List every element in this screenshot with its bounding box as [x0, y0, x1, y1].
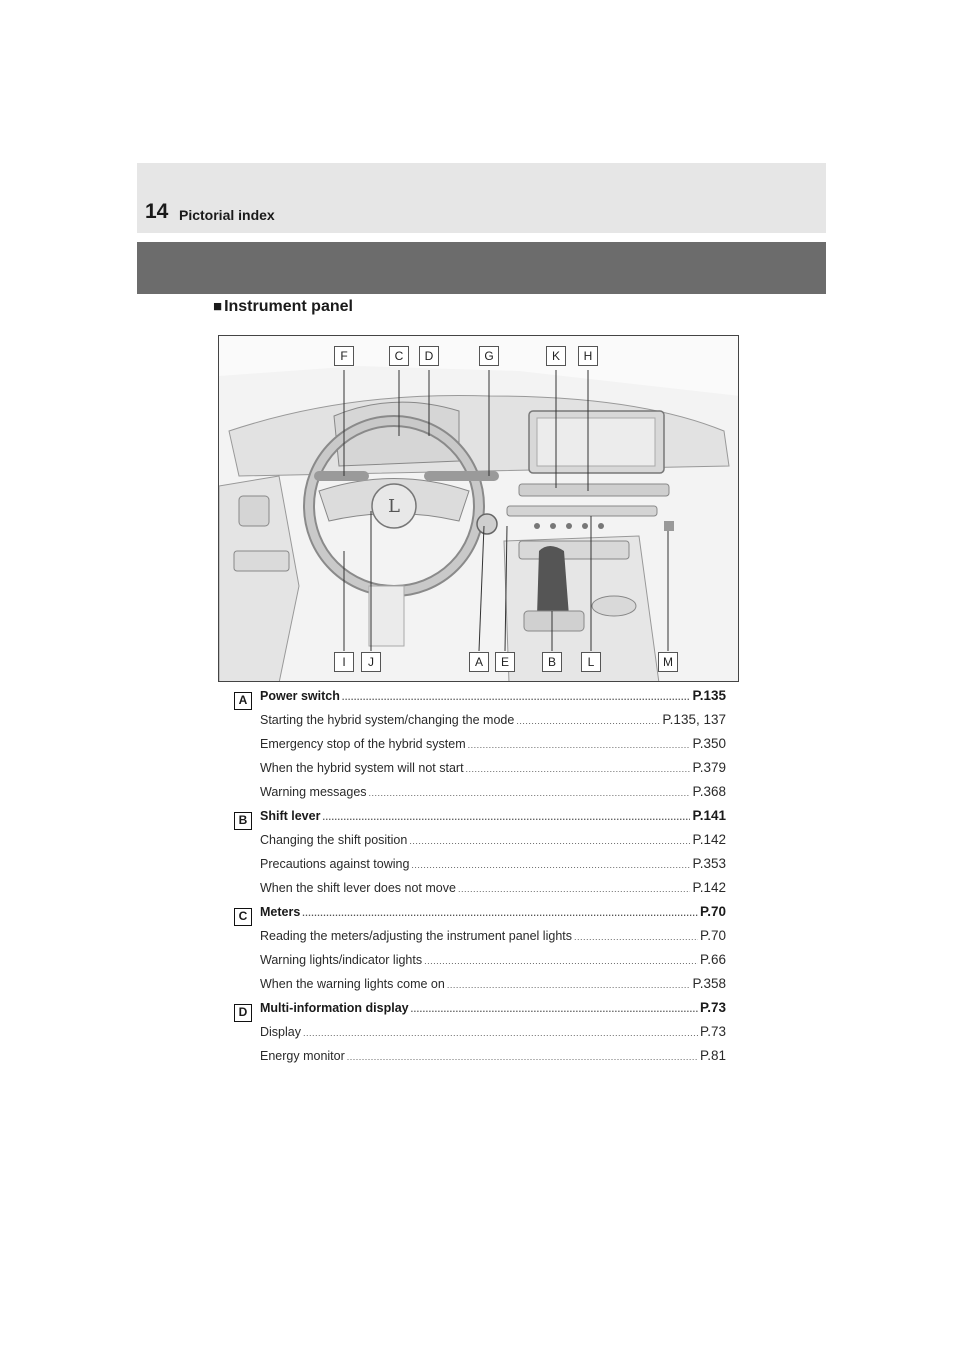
sub-label: Changing the shift position [260, 833, 408, 847]
callout-b: B [542, 652, 562, 672]
sub-label: Display [260, 1025, 301, 1039]
sub-page-link[interactable]: P.70 [699, 928, 726, 943]
callout-f: F [334, 346, 354, 366]
entry-title: Multi-information display [260, 1001, 409, 1015]
sub-label: Starting the hybrid system/changing the mode [260, 713, 515, 727]
callout-g: G [479, 346, 499, 366]
sub-label: When the hybrid system will not start [260, 761, 464, 775]
callout-c: C [389, 346, 409, 366]
entry-shift-lever [234, 808, 726, 904]
entry-main-row [260, 808, 726, 832]
sub-row [260, 856, 726, 880]
callout-e: E [495, 652, 515, 672]
index-entries [234, 688, 726, 1072]
sub-page-link[interactable]: P.66 [699, 952, 726, 967]
sub-page-link[interactable]: P.358 [692, 976, 726, 991]
instrument-panel-figure [218, 335, 739, 682]
sub-label: Warning lights/indicator lights [260, 953, 423, 967]
callout-a: A [469, 652, 489, 672]
entry-power-switch [234, 688, 726, 808]
sub-row [260, 880, 726, 904]
sub-row [260, 928, 726, 952]
callout-d: D [419, 346, 439, 366]
entry-badge: D [234, 1004, 252, 1022]
callout-m: M [658, 652, 678, 672]
entry-badge: B [234, 812, 252, 830]
sub-page-link[interactable]: P.379 [692, 760, 726, 775]
entry-badge: A [234, 692, 252, 710]
svg-text:L: L [388, 496, 400, 517]
sub-row [260, 832, 726, 856]
sub-row [260, 952, 726, 976]
page-title: Pictorial index [179, 207, 275, 223]
entry-title: Shift lever [260, 809, 321, 823]
sub-page-link[interactable]: P.135, 137 [662, 712, 726, 727]
entry-page-link[interactable]: P.70 [699, 904, 726, 919]
sub-page-link[interactable]: P.353 [692, 856, 726, 871]
callout-l: L [581, 652, 601, 672]
sub-page-link[interactable]: P.142 [692, 832, 726, 847]
sub-row [260, 976, 726, 1000]
sub-label: Reading the meters/adjusting the instrument panel lights [260, 929, 572, 943]
section-marker: ■ [213, 298, 223, 315]
section-title [213, 298, 353, 316]
sub-page-link[interactable]: P.368 [692, 784, 726, 799]
callout-i: I [334, 652, 354, 672]
sub-label: Emergency stop of the hybrid system [260, 737, 466, 751]
entry-badge: C [234, 908, 252, 926]
sub-row [260, 1048, 726, 1072]
entry-multi-information-display [234, 1000, 726, 1072]
entry-title: Power switch [260, 689, 340, 703]
sub-label: Precautions against towing [260, 857, 410, 871]
callout-k: K [546, 346, 566, 366]
entry-meters [234, 904, 726, 1000]
sub-label: Energy monitor [260, 1049, 345, 1063]
entry-page-link[interactable]: P.135 [692, 688, 726, 703]
entry-main-row [260, 1000, 726, 1024]
sub-label: When the warning lights come on [260, 977, 445, 991]
entry-main-row [260, 904, 726, 928]
sub-page-link[interactable]: P.142 [692, 880, 726, 895]
sub-row [260, 736, 726, 760]
entry-page-link[interactable]: P.73 [699, 1000, 726, 1015]
entry-page-link[interactable]: P.141 [692, 808, 726, 823]
sub-row [260, 760, 726, 784]
entry-title: Meters [260, 905, 301, 919]
sub-label: When the shift lever does not move [260, 881, 456, 895]
entry-main-row [260, 688, 726, 712]
callout-j: J [361, 652, 381, 672]
chapter-band [137, 242, 826, 294]
instrument-panel-illustration [219, 336, 739, 682]
callout-h: H [578, 346, 598, 366]
sub-row [260, 784, 726, 808]
sub-label: Warning messages [260, 785, 367, 799]
section-title-text: Instrument panel [224, 298, 353, 315]
sub-page-link[interactable]: P.350 [692, 736, 726, 751]
sub-row [260, 1024, 726, 1048]
page-number: 14 [145, 200, 169, 223]
sub-row [260, 712, 726, 736]
sub-page-link[interactable]: P.81 [699, 1048, 726, 1063]
sub-page-link[interactable]: P.73 [699, 1024, 726, 1039]
